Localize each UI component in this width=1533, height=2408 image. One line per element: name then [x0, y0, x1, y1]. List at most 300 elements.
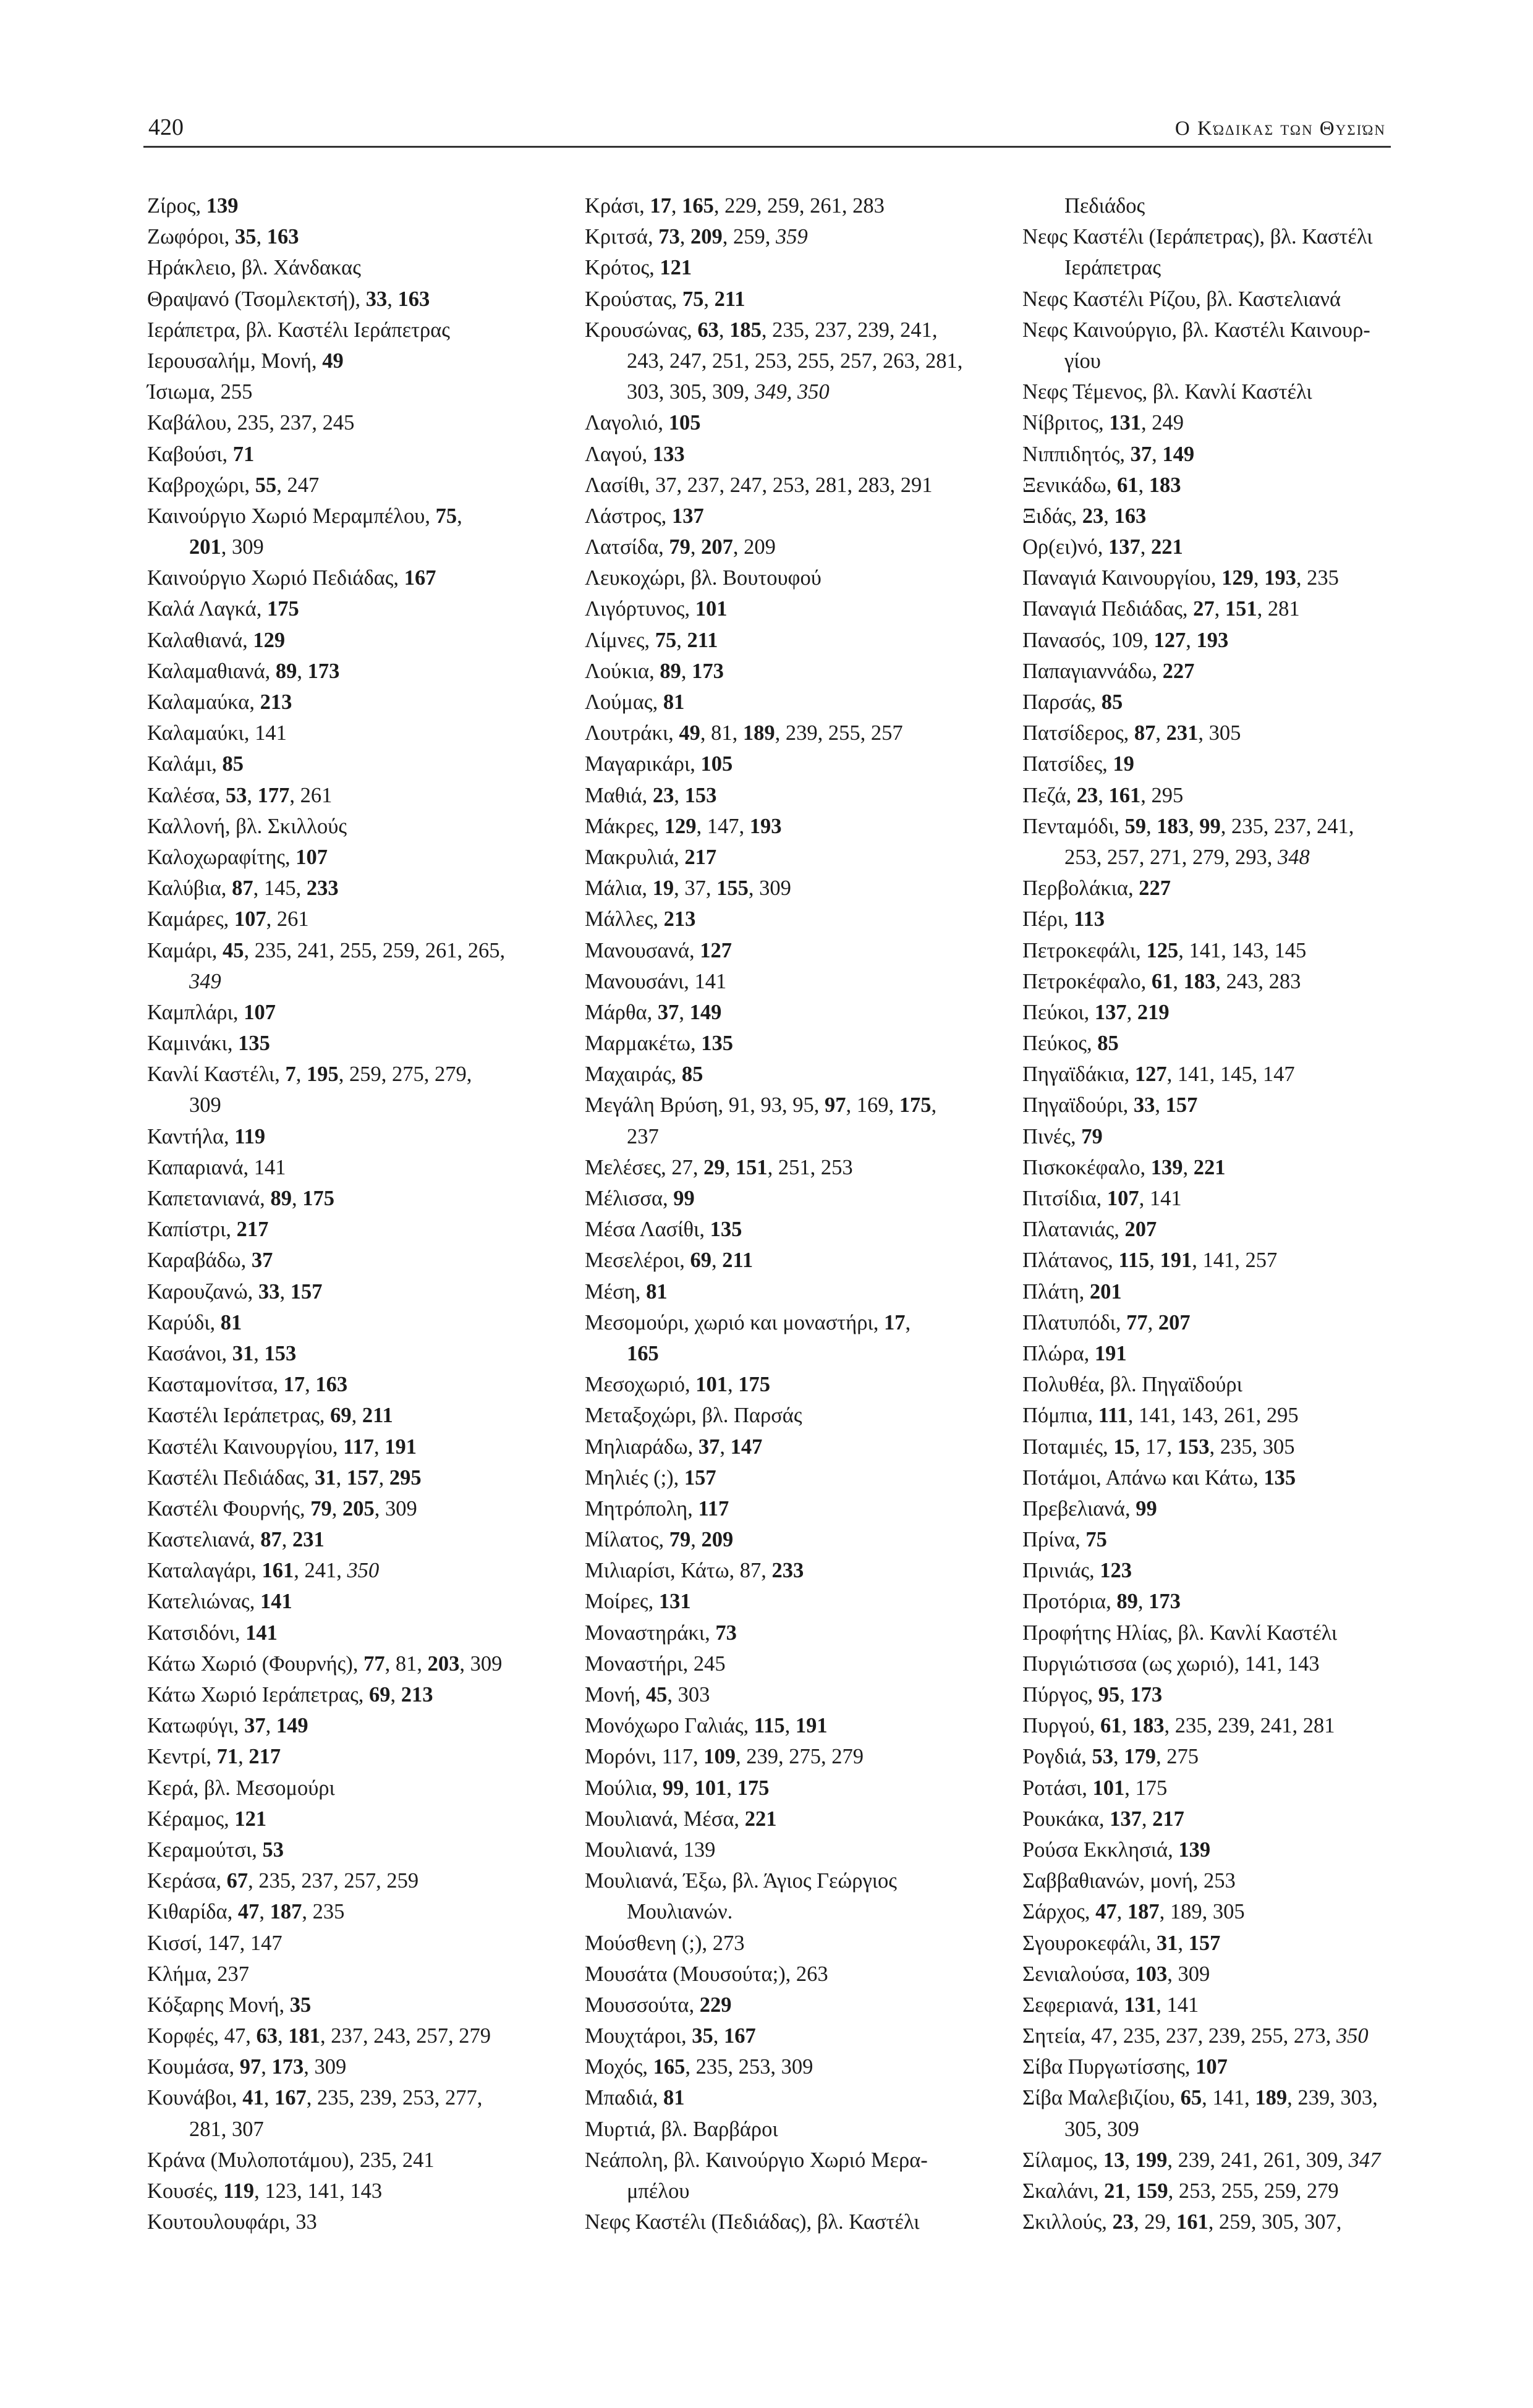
entry-page-bold: 135 [1263, 1465, 1296, 1490]
index-entry [1022, 2207, 1430, 2237]
entry-page-bold: 203 [427, 1651, 460, 1676]
entry-text: , [1137, 1590, 1149, 1614]
entry-text: 281, 307 [189, 2117, 264, 2141]
index-entry [585, 1928, 993, 1959]
index-entry [1022, 1121, 1430, 1152]
index-entry [1022, 1741, 1430, 1772]
entry-text: , [1140, 535, 1151, 559]
entry-text: , 141, 145, 147 [1166, 1062, 1295, 1087]
entry-text: Καπαριανά, 141 [147, 1155, 286, 1179]
entry-text: Λιγόρτυνος, [585, 597, 695, 621]
index-entry [147, 1307, 555, 1338]
entry-page-bold: 63 [697, 318, 719, 342]
entry-text: Μουλιανών. [627, 1900, 733, 1924]
index-entry [147, 190, 555, 221]
entry-text: Πεύκοι, [1022, 1000, 1095, 1024]
entry-page-bold: 129 [253, 628, 286, 652]
index-entry [1022, 1524, 1430, 1555]
entry-page-bold: 135 [701, 1032, 733, 1056]
index-entry [147, 221, 555, 252]
entry-text: Πρεβελιανά, [1022, 1496, 1136, 1520]
entry-page-bold: 173 [1149, 1590, 1181, 1614]
entry-text: Σίλαμος, [1022, 2148, 1103, 2172]
index-entry [585, 1183, 993, 1214]
entry-text: Θραψανό (Τσομλεκτσή), [147, 287, 366, 311]
entry-page-bold: 119 [223, 2179, 255, 2203]
entry-text: Σεφεριανά, [1022, 1993, 1124, 2017]
entry-text: Σγουροκεφάλι, [1022, 1931, 1157, 1955]
index-entry-continuation [1022, 842, 1430, 873]
entry-page-bold: 211 [362, 1404, 393, 1428]
entry-page-bold: 31 [1156, 1931, 1178, 1955]
entry-page-bold: 107 [295, 845, 328, 869]
entry-text: Ποταμιές, [1022, 1435, 1114, 1459]
entry-page-bold: 207 [1158, 1310, 1191, 1334]
entry-text: Καρουζανώ, [147, 1279, 258, 1304]
entry-text: Κορφές, 47, [147, 2024, 257, 2048]
entry-text: , [373, 1435, 385, 1459]
index-entry [585, 997, 993, 1028]
entry-text: , 235, 237, 257, 259 [248, 1869, 419, 1893]
entry-page-bold: 75 [1085, 1528, 1107, 1552]
entry-page-bold: 211 [687, 628, 718, 652]
index-entry [147, 1804, 555, 1834]
entry-text: , 259, 275, 279, [338, 1062, 472, 1087]
entry-text: Μαρμακέτω, [585, 1032, 702, 1056]
entry-text: Πλάτη, [1022, 1279, 1090, 1304]
entry-text: , 309 [304, 2055, 347, 2079]
entry-text: , 235, 239, 253, 277, [306, 2086, 483, 2110]
entry-page-bold: 79 [669, 535, 690, 559]
index-entry [147, 1990, 555, 2020]
index-entry [1022, 904, 1430, 935]
entry-page-bold: 165 [682, 194, 714, 218]
entry-page-bold: 49 [679, 721, 700, 745]
index-entry [147, 1834, 555, 1865]
entry-text: , 239, 275, 279 [736, 1745, 864, 1769]
entry-page-bold: 181 [288, 2024, 320, 2048]
entry-text: , 235, 237, 241, [1220, 814, 1354, 838]
entry-text: Μορόνι, 117, [585, 1745, 704, 1769]
entry-page-bold: 107 [234, 907, 266, 931]
entry-text: Καλοχωραφίτης, [147, 845, 296, 869]
entry-text: Σίβα Πυργωτίσσης, [1022, 2055, 1196, 2079]
index-entry [147, 1617, 555, 1648]
entry-page-bold: 141 [245, 1621, 278, 1645]
entry-page-bold: 67 [226, 1869, 248, 1893]
entry-page-bold: 213 [260, 690, 292, 714]
entry-text: , [1152, 442, 1163, 466]
entry-page-italic: 348 [1278, 845, 1310, 869]
entry-text: , [679, 225, 690, 249]
index-entry [585, 1431, 993, 1462]
entry-page-bold: 147 [730, 1435, 763, 1459]
entry-page-bold: 179 [1124, 1745, 1157, 1769]
index-entry [585, 1834, 993, 1865]
entry-text: Πιτσίδια, [1022, 1187, 1107, 1210]
index-entry [585, 1400, 993, 1431]
entry-page-bold: 19 [1113, 752, 1134, 776]
index-entry [1022, 811, 1430, 842]
entry-page-bold: 17 [650, 194, 671, 218]
index-entry [1022, 501, 1430, 532]
entry-page-bold: 191 [795, 1714, 828, 1738]
index-entry [1022, 1183, 1430, 1214]
entry-text: , [351, 1404, 362, 1428]
entry-page-bold: 175 [266, 597, 299, 621]
index-entry [585, 315, 993, 346]
entry-text: , [1155, 1093, 1166, 1117]
entry-page-bold: 45 [645, 1683, 668, 1706]
index-entry [1022, 562, 1430, 593]
entry-text: Μούλια, [585, 1776, 663, 1800]
index-entry [147, 501, 555, 532]
index-entry [585, 1555, 993, 1586]
entry-text: Ρογδιά, [1022, 1745, 1092, 1769]
entry-text: Μεταξοχώρι, βλ. Παρσάς [585, 1404, 802, 1428]
entry-text: , 251, 253 [767, 1155, 853, 1179]
index-entry [585, 2145, 993, 2176]
index-entry [147, 718, 555, 748]
entry-text: Μέλισσα, [585, 1187, 674, 1210]
index-entry [1022, 1431, 1430, 1462]
entry-page-bold: 153 [1177, 1435, 1210, 1459]
entry-text: Νίβριτος, [1022, 411, 1110, 435]
entry-text: Ιεράπετρα, βλ. Καστέλι Ιεράπετρας [147, 318, 450, 342]
entry-text: , [1098, 783, 1109, 807]
index-entry [1022, 1928, 1430, 1959]
entry-text: Πολυθέα, βλ. Πηγαϊδούρι [1022, 1373, 1242, 1397]
entry-text: , 235, 239, 241, 281 [1164, 1714, 1335, 1738]
entry-page-bold: 127 [700, 938, 733, 962]
entry-page-bold: 105 [668, 411, 701, 435]
entry-text: , [1183, 1155, 1194, 1179]
entry-text: , [1125, 2179, 1136, 2203]
entry-text: Μακρυλιά, [585, 845, 685, 869]
entry-text: , 261 [266, 907, 309, 931]
index-entry [585, 1586, 993, 1617]
entry-page-bold: 139 [1178, 1838, 1211, 1862]
entry-page-bold: 75 [682, 287, 704, 311]
index-entry-continuation [147, 2114, 555, 2145]
entry-page-bold: 135 [238, 1032, 270, 1056]
entry-page-italic: 350 [347, 1559, 380, 1583]
entry-page-bold: 193 [1264, 566, 1296, 590]
index-entry [585, 1245, 993, 1276]
entry-text: Καλύβια, [147, 876, 232, 901]
entry-page-bold: 19 [652, 876, 674, 901]
entry-page-bold: 29 [703, 1155, 725, 1179]
entry-text: Μάρθα, [585, 1000, 658, 1024]
index-entry [147, 439, 555, 470]
entry-text: Μεσελέροι, [585, 1249, 690, 1273]
index-entry [585, 1617, 993, 1648]
entry-text: Ξενικάδω, [1022, 473, 1117, 497]
entry-text: , [718, 318, 730, 342]
entry-text: Πέρι, [1022, 907, 1074, 931]
index-entry [585, 593, 993, 624]
index-entry [1022, 593, 1430, 624]
entry-text: Ποτάμοι, Απάνω και Κάτω, [1022, 1465, 1264, 1490]
entry-page-bold: 99 [673, 1187, 695, 1210]
entry-page-bold: 191 [1160, 1249, 1192, 1273]
entry-text: , 243, 283 [1215, 969, 1301, 993]
entry-page-bold: 217 [684, 845, 717, 869]
index-entry [1022, 2082, 1430, 2113]
entry-text: Καινούργιο Χωριό Πεδιάδας, [147, 566, 404, 590]
entry-text: , [1145, 814, 1157, 838]
index-entry [585, 904, 993, 935]
entry-text: Ιεράπετρας [1064, 256, 1161, 280]
entry-page-bold: 149 [276, 1714, 308, 1738]
entry-text: Μονή, [585, 1683, 646, 1706]
index-entry [1022, 1090, 1430, 1121]
entry-page-bold: 229 [699, 1993, 732, 2017]
index-entry [1022, 1959, 1430, 1990]
entry-page-bold: 175 [899, 1093, 932, 1117]
entry-text: Πλώρα, [1022, 1341, 1095, 1365]
entry-text: Μπαδιά, [585, 2086, 664, 2110]
entry-text: Καστέλι Ιεράπετρας, [147, 1404, 331, 1428]
entry-page-bold: 61 [1100, 1714, 1122, 1738]
entry-page-bold: 75 [655, 628, 677, 652]
entry-text: Μάλια, [585, 876, 653, 901]
entry-text: Πισκοκέφαλο, [1022, 1155, 1151, 1179]
index-entry-continuation [585, 1896, 993, 1927]
index-entry [1022, 2051, 1430, 2082]
entry-page-bold: 85 [222, 752, 244, 776]
index-entry [585, 1028, 993, 1059]
entry-page-bold: 133 [652, 442, 685, 466]
entry-text: , [305, 1373, 316, 1397]
index-entry-continuation [585, 1121, 993, 1152]
entry-text: Μουλιανά, Έξω, βλ. Άγιος Γεώργιος [585, 1869, 897, 1893]
entry-page-bold: 163 [1114, 504, 1147, 528]
index-entry [147, 997, 555, 1028]
index-entry [147, 1524, 555, 1555]
entry-text: Παπαγιαννάδω, [1022, 659, 1163, 683]
entry-text: Μουλιανά, 139 [585, 1838, 716, 1862]
entry-page-bold: 55 [255, 473, 277, 497]
entry-text: , [1253, 566, 1265, 590]
index-entry [1022, 656, 1430, 687]
index-entry [1022, 1896, 1430, 1927]
entry-text: , 281 [1257, 597, 1300, 621]
index-entry [1022, 1648, 1430, 1679]
entry-text: Μιλιαρίσι, Κάτω, 87, [585, 1559, 772, 1583]
index-entry [147, 1462, 555, 1493]
entry-page-bold: 139 [1150, 1155, 1183, 1179]
entry-page-bold: 23 [1112, 2210, 1134, 2234]
entry-page-bold: 85 [1097, 1032, 1119, 1056]
entry-page-bold: 193 [1196, 628, 1229, 652]
entry-text: , [387, 287, 398, 311]
index-entry-continuation [1022, 2114, 1430, 2145]
index-column-3 [1022, 190, 1430, 2237]
entry-page-bold: 131 [1109, 411, 1142, 435]
entry-text: Μουλιανά, Μέσα, [585, 1807, 745, 1831]
entry-text: , 235, 253, 309 [685, 2055, 813, 2079]
entry-page-bold: 221 [1193, 1155, 1226, 1179]
entry-page-bold: 123 [1100, 1559, 1132, 1583]
entry-text: Προτόρια, [1022, 1590, 1117, 1614]
entry-text: Καλαμαθιανά, [147, 659, 276, 683]
index-entry [585, 1462, 993, 1493]
index-entry-continuation [1022, 190, 1430, 221]
entry-page-bold: 63 [256, 2024, 278, 2048]
entry-text: , 123, 141, 143 [254, 2179, 383, 2203]
entry-page-bold: 73 [658, 225, 680, 249]
entry-page-bold: 183 [1183, 969, 1216, 993]
entry-text: Κρότος, [585, 256, 660, 280]
index-entry [1022, 2145, 1430, 2176]
index-entry [147, 562, 555, 593]
entry-page-bold: 87 [1134, 721, 1156, 745]
entry-text: Παναγιά Καινουργίου, [1022, 566, 1222, 590]
entry-text: Μάλλες, [585, 907, 664, 931]
entry-text: , [1138, 473, 1149, 497]
entry-text: Καμινάκι, [147, 1032, 239, 1056]
index-entry [585, 687, 993, 718]
entry-text: Μούσθενη (;), 273 [585, 1931, 745, 1955]
index-entry [585, 1152, 993, 1183]
entry-text: Κράνα (Μυλοποτάμου), 235, 241 [147, 2148, 435, 2172]
entry-page-bold: 85 [681, 1062, 703, 1087]
entry-text: Καπίστρι, [147, 1218, 237, 1242]
index-entry [147, 873, 555, 904]
index-entry [147, 687, 555, 718]
entry-page-bold: 183 [1132, 1714, 1165, 1738]
entry-text: Μοναστήρι, 245 [585, 1651, 726, 1676]
index-entry [147, 1555, 555, 1586]
entry-page-bold: 155 [716, 876, 749, 901]
index-entry [147, 2207, 555, 2237]
entry-text: Λούμας, [585, 690, 663, 714]
index-entry [147, 1586, 555, 1617]
entry-text: 309 [189, 1093, 221, 1117]
entry-text: γίου [1064, 349, 1101, 373]
entry-text: , [1155, 721, 1166, 745]
entry-page-bold: 117 [698, 1496, 729, 1520]
page-number: 420 [148, 114, 184, 140]
entry-text: Καβούσι, [147, 442, 233, 466]
index-entry [1022, 532, 1430, 562]
entry-page-bold: 121 [660, 256, 692, 280]
entry-text: 305, 309 [1064, 2117, 1139, 2141]
index-entry [147, 1028, 555, 1059]
entry-page-bold: 195 [306, 1062, 339, 1087]
entry-page-bold: 151 [1225, 597, 1257, 621]
entry-page-bold: 159 [1136, 2179, 1168, 2203]
entry-text: , [295, 1062, 307, 1087]
index-entry-continuation [585, 346, 993, 376]
entry-text: Καμπλάρι, [147, 1000, 244, 1024]
entry-text: Καστέλι Πεδιάδας, [147, 1465, 315, 1490]
entry-text: Πρίνα, [1022, 1528, 1086, 1552]
entry-text: , 309 [459, 1651, 503, 1676]
index-entry [585, 221, 993, 252]
entry-text: , [1113, 1745, 1124, 1769]
entry-text: Νεφς Καστέλι (Πεδιάδας), βλ. Καστέλι [585, 2210, 920, 2234]
index-entry [1022, 935, 1430, 966]
index-entry [585, 656, 993, 687]
index-entry-continuation [147, 1090, 555, 1121]
index-entry [1022, 1059, 1430, 1090]
entry-page-bold: 115 [754, 1714, 785, 1738]
index-entry [585, 562, 993, 593]
index-entry [585, 1773, 993, 1804]
entry-page-bold: 69 [690, 1249, 711, 1273]
index-entry [147, 1431, 555, 1462]
entry-text: Μουχτάροι, [585, 2024, 692, 2048]
entry-text: Μανουσανά, [585, 938, 700, 962]
entry-text: Κράσι, [585, 194, 650, 218]
entry-text: , 229, 259, 261, 283 [713, 194, 885, 218]
entry-page-bold: 21 [1104, 2179, 1126, 2203]
index-entry [1022, 315, 1430, 346]
entry-page-bold: 165 [627, 1341, 659, 1365]
entry-text: , [1214, 597, 1225, 621]
entry-text: Κουνάβοι, [147, 2086, 243, 2110]
entry-text: , 141 [1156, 1993, 1199, 2017]
entry-page-bold: 7 [285, 1062, 296, 1087]
entry-page-bold: 71 [216, 1745, 239, 1769]
entry-page-bold: 47 [1095, 1900, 1117, 1924]
entry-text: , [297, 659, 308, 683]
entry-text: Κασταμονίτσα, [147, 1373, 284, 1397]
entry-text: Καλαμαύκι, 141 [147, 721, 287, 745]
entry-text: Κρουσώνας, [585, 318, 698, 342]
entry-text: , [1121, 1714, 1132, 1738]
entry-page-bold: 157 [1165, 1093, 1198, 1117]
entry-text: Νεφς Καστέλι (Ιεράπετρας), βλ. Καστέλι [1022, 225, 1373, 249]
entry-text: Κατσιδόνι, [147, 1621, 246, 1645]
entry-text: , [1147, 1310, 1158, 1334]
entry-text: Πεδιάδος [1064, 194, 1145, 218]
entry-text: Κέραμος, [147, 1807, 235, 1831]
entry-page-bold: 107 [1195, 2055, 1228, 2079]
index-entry-continuation [147, 532, 555, 562]
entry-text: Πύργος, [1022, 1683, 1098, 1706]
entry-text: Μεγάλη Βρύση, 91, 93, 95, [585, 1093, 825, 1117]
entry-text: Καπετανιανά, [147, 1187, 271, 1210]
entry-text: , 29, [1133, 2210, 1176, 2234]
entry-text: Πατσίδες, [1022, 752, 1113, 776]
entry-page-bold: 127 [1134, 1062, 1167, 1087]
entry-page-bold: 137 [671, 504, 704, 528]
entry-page-bold: 45 [223, 938, 244, 962]
entry-text: , 81, [700, 721, 743, 745]
entry-text: , 235, 241, 255, 259, 261, 265, [244, 938, 506, 962]
index-entry [1022, 1990, 1430, 2020]
index-entry [585, 1804, 993, 1834]
index-entry [585, 252, 993, 283]
entry-page-bold: 53 [1092, 1745, 1114, 1769]
entry-text: , 37, [674, 876, 717, 901]
index-entry [1022, 1214, 1430, 1245]
entry-page-bold: 13 [1103, 2148, 1125, 2172]
index-entry [147, 2082, 555, 2113]
index-entry [585, 1369, 993, 1400]
entry-text: Νεφς Καινούργιο, βλ. Καστέλι Καινουρ- [1022, 318, 1370, 342]
entry-text: Πηγαϊδάκια, [1022, 1062, 1135, 1087]
index-entry [585, 501, 993, 532]
entry-page-bold: 79 [310, 1496, 332, 1520]
entry-page-bold: 87 [260, 1528, 282, 1552]
entry-page-bold: 157 [346, 1465, 379, 1490]
entry-text: 303, 305, 309, [627, 380, 755, 404]
index-entry [585, 935, 993, 966]
